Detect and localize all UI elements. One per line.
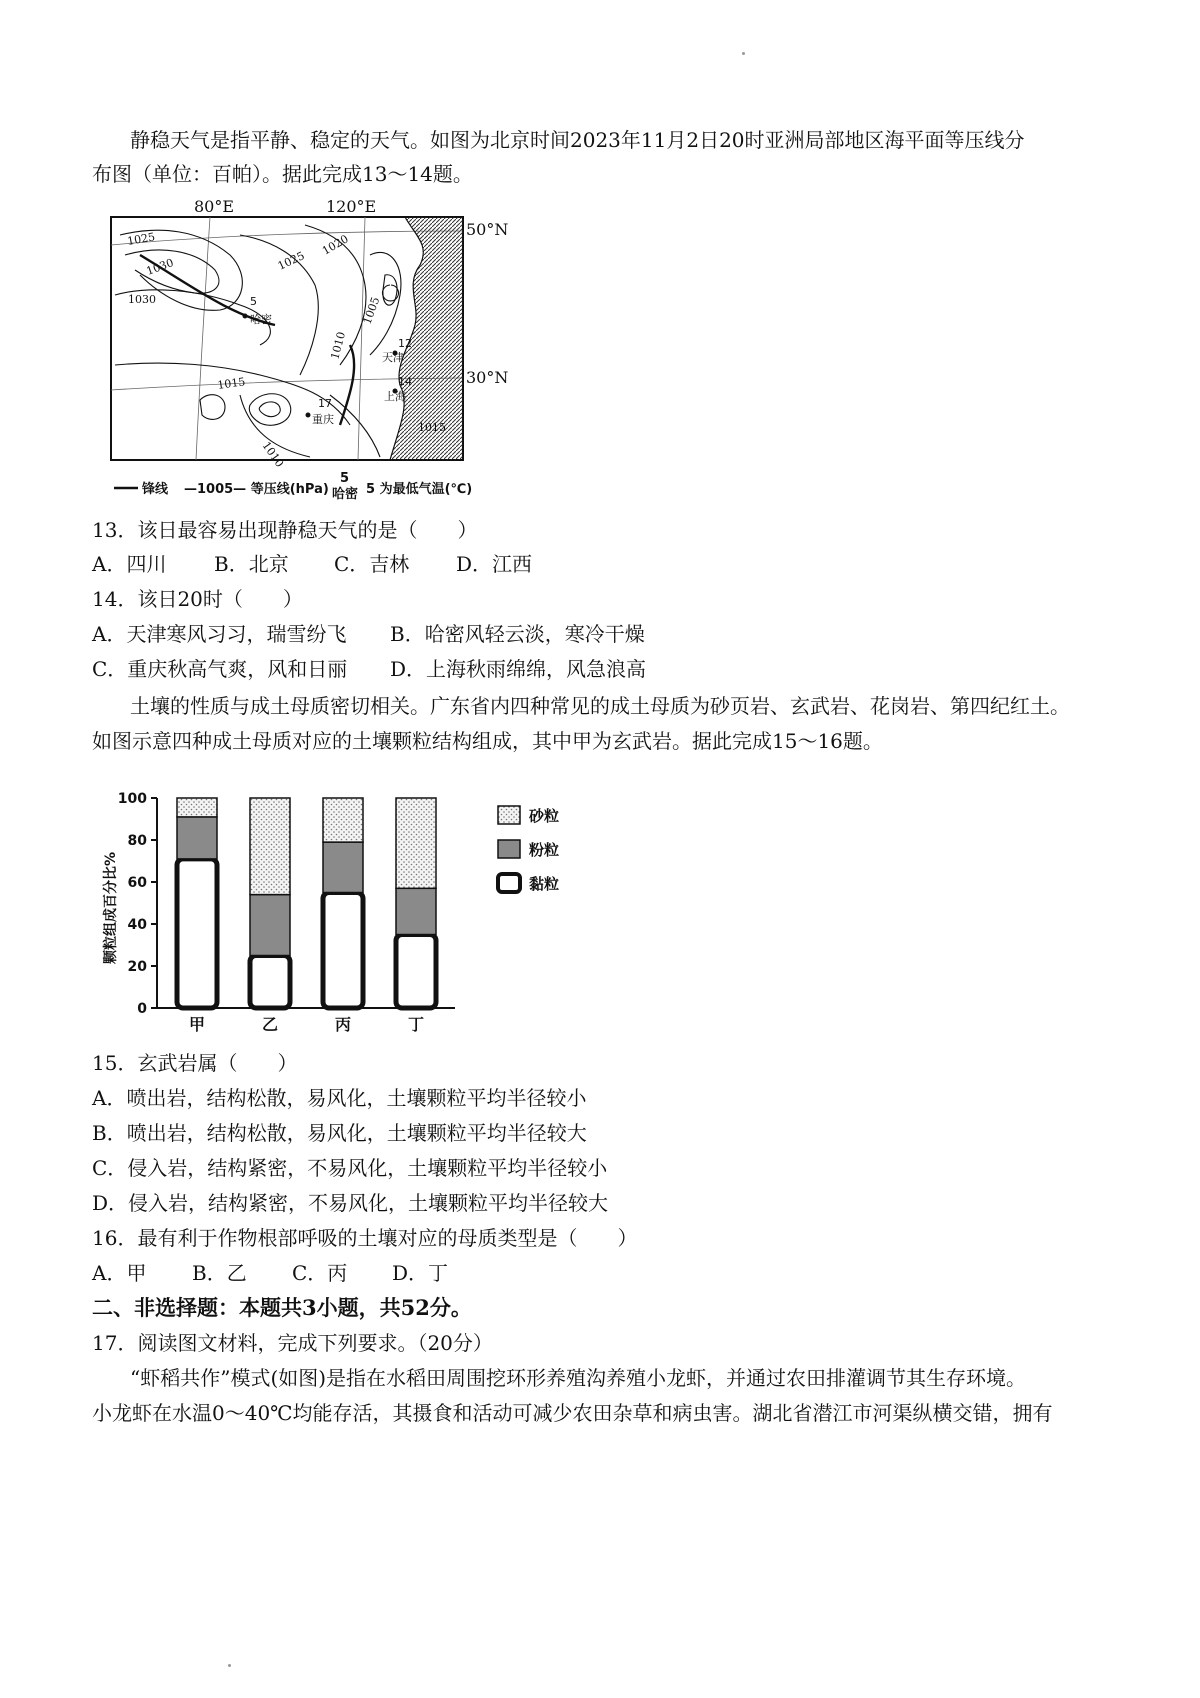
legend-front: 锋线	[142, 482, 169, 497]
lon-label-120: 120°E	[326, 197, 377, 216]
q17-stem: 17．阅读图文材料，完成下列要求。（20分）	[92, 1331, 493, 1355]
soil-particle-chart	[95, 778, 615, 1048]
isobar-label: 1010	[328, 330, 349, 361]
q15-option-b: B．喷出岩，结构松散，易风化，土壤颗粒平均半径较大	[92, 1121, 587, 1145]
legend-isobar: —1005— 等压线(hPa)	[184, 482, 329, 497]
bar-segment-黏粒	[323, 893, 363, 1009]
bar-segment-粉粒	[250, 895, 290, 956]
q15-option-c: C．侵入岩，结构紧密，不易风化，土壤颗粒平均半径较小	[92, 1156, 608, 1180]
city-temp-tianjin: 12	[398, 337, 412, 350]
chart-ylabel: 颗粒组成百分比%	[103, 851, 119, 965]
isobar-map	[100, 195, 520, 505]
isobar-label: 1015	[216, 375, 247, 392]
isobar-label: 1020	[320, 232, 351, 258]
y-tick-label: 40	[127, 917, 147, 933]
bar-segment-砂粒	[396, 798, 436, 888]
legend-sample-temp: 5	[340, 471, 350, 486]
isobar-label: 1025	[126, 230, 157, 248]
city-temp-shanghai: 14	[398, 375, 412, 388]
q16-stem: 16．最有利于作物根部呼吸的土壤对应的母质类型是（ ）	[92, 1226, 638, 1250]
city-name-shanghai: 上海	[384, 390, 406, 403]
isobar-label: 1025	[275, 249, 307, 273]
q13-option-a: A．四川	[92, 552, 167, 576]
lon-label-80: 80°E	[194, 197, 235, 216]
q14-option-d: D．上海秋雨绵绵，风急浪高	[390, 657, 647, 681]
city-temp-chongqing: 17	[318, 397, 332, 410]
bar-segment-粉粒	[323, 842, 363, 892]
x-category-label: 丁	[407, 1015, 425, 1034]
x-category-label: 丙	[334, 1015, 352, 1034]
intro2-line1: 土壤的性质与成土母质密切相关。广东省内四种常见的成土母质为砂页岩、玄武岩、花岗岩、第四纪红土。	[130, 694, 1070, 718]
x-category-label: 乙	[261, 1015, 279, 1034]
q17-line2: 小龙虾在水温0～40℃均能存活，其摄食和活动可减少农田杂草和病虫害。湖北省潜江市河渠纵横交错，拥有	[92, 1401, 1053, 1425]
lat-label-50: 50°N	[466, 220, 509, 239]
q14-option-c: C．重庆秋高气爽，风和日丽	[92, 657, 348, 681]
city-temp-hami: 5	[250, 295, 257, 308]
scan-speck	[228, 1664, 231, 1667]
section2-title: 二、非选择题：本题共3小题，共52分。	[92, 1295, 472, 1320]
isobar-label: 1010	[259, 439, 287, 470]
lat-label-30: 30°N	[466, 368, 509, 387]
legend-label-黏粒: 黏粒	[529, 875, 560, 893]
legend-swatch-黏粒	[498, 874, 520, 892]
q16-option-c: C．丙	[292, 1261, 348, 1285]
isobar-label: 1030	[144, 256, 176, 278]
y-tick-label: 20	[127, 959, 147, 975]
scan-speck	[742, 52, 745, 55]
q17-line1: “虾稻共作”模式(如图)是指在水稻田周围挖环形养殖沟养殖小龙虾，并通过农田排灌调节其生存环境。	[130, 1366, 1027, 1390]
bar-segment-粉粒	[396, 888, 436, 934]
isobar-label: 1015	[418, 421, 446, 434]
legend-label-砂粒: 砂粒	[529, 807, 560, 825]
q13-stem: 13．该日最容易出现静稳天气的是（ ）	[92, 518, 478, 542]
q15-stem: 15．玄武岩属（ ）	[92, 1051, 298, 1075]
legend-swatch-粉粒	[498, 840, 520, 858]
bar-segment-砂粒	[177, 798, 217, 817]
q16-option-d: D．丁	[392, 1261, 449, 1285]
y-tick-label: 100	[117, 791, 147, 807]
bar-segment-砂粒	[323, 798, 363, 842]
q13-option-c: C．吉林	[334, 552, 410, 576]
q14-option-b: B．哈密风轻云淡，寒冷干燥	[390, 622, 645, 646]
bar-segment-粉粒	[177, 817, 217, 859]
bar-segment-砂粒	[250, 798, 290, 895]
legend-sample-city: 哈密	[332, 487, 359, 502]
q16-option-b: B．乙	[192, 1261, 247, 1285]
legend-swatch-砂粒	[498, 806, 520, 824]
q15-option-a: A．喷出岩，结构松散，易风化，土壤颗粒平均半径较小	[92, 1086, 587, 1110]
city-name-tianjin: 天津	[382, 351, 404, 364]
q16-option-a: A．甲	[92, 1261, 147, 1285]
city-name-chongqing: 重庆	[312, 413, 334, 426]
isobar-label: 1005	[360, 295, 383, 327]
bar-segment-黏粒	[177, 859, 217, 1008]
q15-option-d: D．侵入岩，结构紧密，不易风化，土壤颗粒平均半径较大	[92, 1191, 609, 1215]
q13-option-d: D．江西	[456, 552, 533, 576]
city-name-hami: 哈密	[250, 313, 272, 326]
y-tick-label: 60	[127, 875, 147, 891]
intro1-line2: 布图（单位：百帕）。据此完成13～14题。	[92, 162, 473, 186]
isobar-label: 1030	[128, 293, 156, 306]
intro2-line2: 如图示意四种成土母质对应的土壤颗粒结构组成，其中甲为玄武岩。据此完成15～16题。	[92, 729, 883, 753]
legend-note: 5 为最低气温(℃)	[366, 482, 473, 497]
intro1-line1: 静稳天气是指平静、稳定的天气。如图为北京时间2023年11月2日20时亚洲局部地区海平面等压线分	[130, 128, 1025, 152]
q14-stem: 14．该日20时（ ）	[92, 587, 303, 611]
bar-segment-黏粒	[396, 935, 436, 1009]
legend-label-粉粒: 粉粒	[529, 841, 560, 859]
q14-option-a: A．天津寒风习习，瑞雪纷飞	[92, 622, 347, 646]
q13-option-b: B．北京	[214, 552, 289, 576]
y-tick-label: 0	[137, 1001, 147, 1017]
y-tick-label: 80	[127, 833, 147, 849]
bar-segment-黏粒	[250, 956, 290, 1009]
x-category-label: 甲	[188, 1015, 206, 1034]
